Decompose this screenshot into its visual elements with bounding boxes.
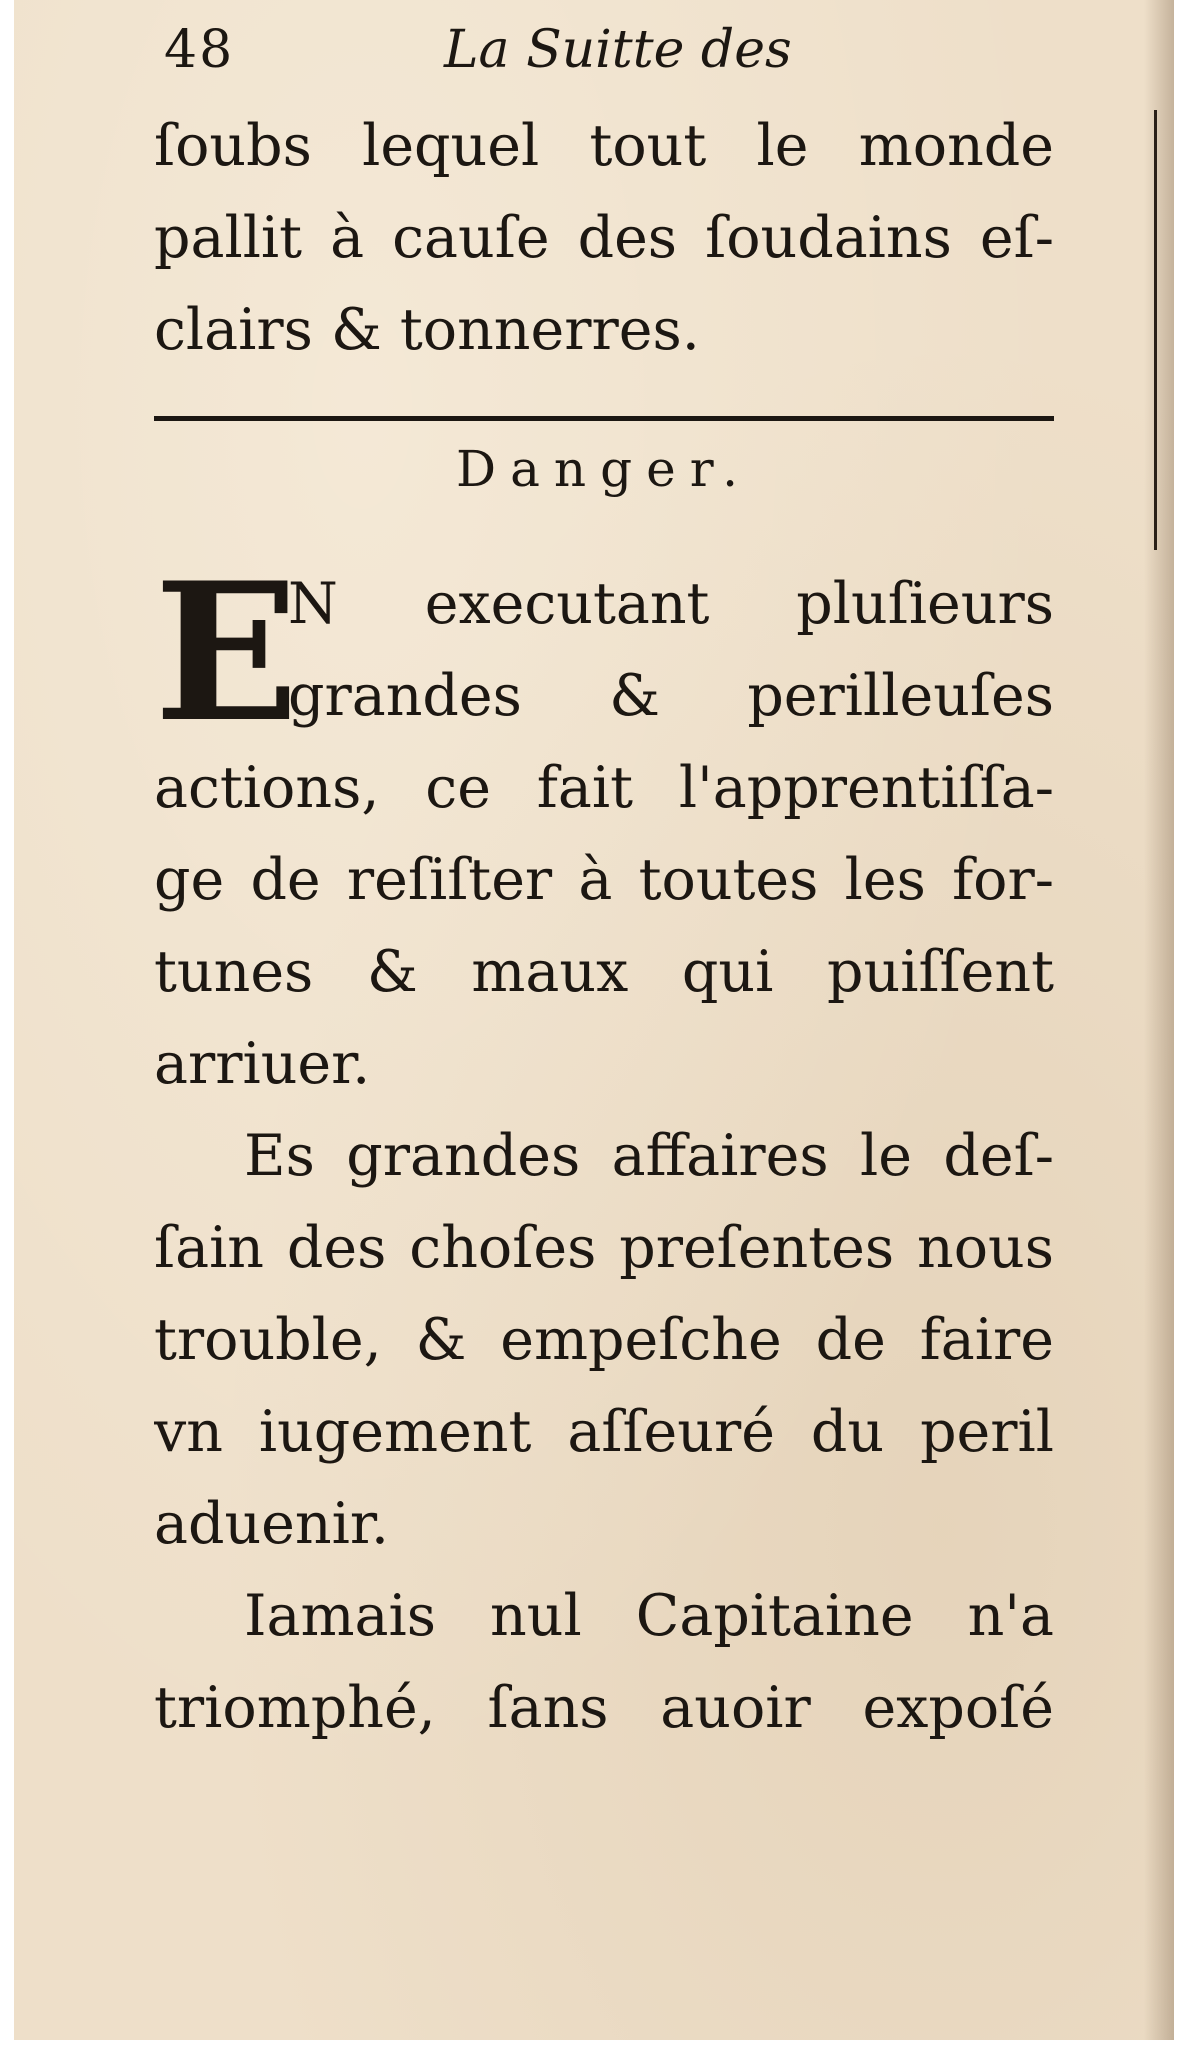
text-line: clairs & tonnerres. [154, 297, 700, 363]
text-line: Iamais nul Capitaine n'a [244, 1583, 1054, 1649]
text-line: vn iugement aſſeuré du peril [154, 1399, 1054, 1465]
text-line: triomphé, ſans auoir expoſé [154, 1675, 1054, 1741]
section-divider-rule [154, 416, 1054, 421]
book-page [14, 0, 1174, 2040]
text-line: grandes & perilleuſes [288, 663, 1054, 729]
page-number: 48 [164, 20, 235, 80]
drop-cap: E [154, 541, 299, 764]
text-line: tunes & maux qui puiſſent [154, 939, 1054, 1005]
paragraph-2 [154, 1110, 1054, 1570]
text-line: actions, ce fait l'apprentiſſa- [154, 755, 1054, 821]
text-line: ſain des choſes preſentes nous [154, 1215, 1054, 1281]
drop-cap-lines [288, 558, 1054, 742]
running-title: La Suitte des [444, 20, 792, 80]
text-line: arriuer. [154, 1031, 371, 1097]
text-line: N executant pluſieurs [288, 571, 1054, 637]
text-line: aduenir. [154, 1491, 389, 1557]
continuation-text [154, 100, 1054, 376]
running-head [154, 20, 1054, 90]
text-line: trouble, & empeſche de faire [154, 1307, 1054, 1373]
text-line: ge de reſiſter à toutes les for- [154, 847, 1054, 913]
section-heading: Danger. [456, 440, 752, 498]
text-line: Es grandes affaires le deſ- [244, 1123, 1054, 1189]
section-body [154, 742, 1054, 1110]
text-line: ſoubs lequel tout le monde [154, 113, 1054, 179]
page-gutter-shadow [1144, 0, 1174, 2040]
text-line: pallit à cauſe des ſoudains eſ- [154, 205, 1054, 271]
binding-edge-line [1154, 110, 1157, 550]
paragraph-3 [154, 1570, 1054, 1754]
